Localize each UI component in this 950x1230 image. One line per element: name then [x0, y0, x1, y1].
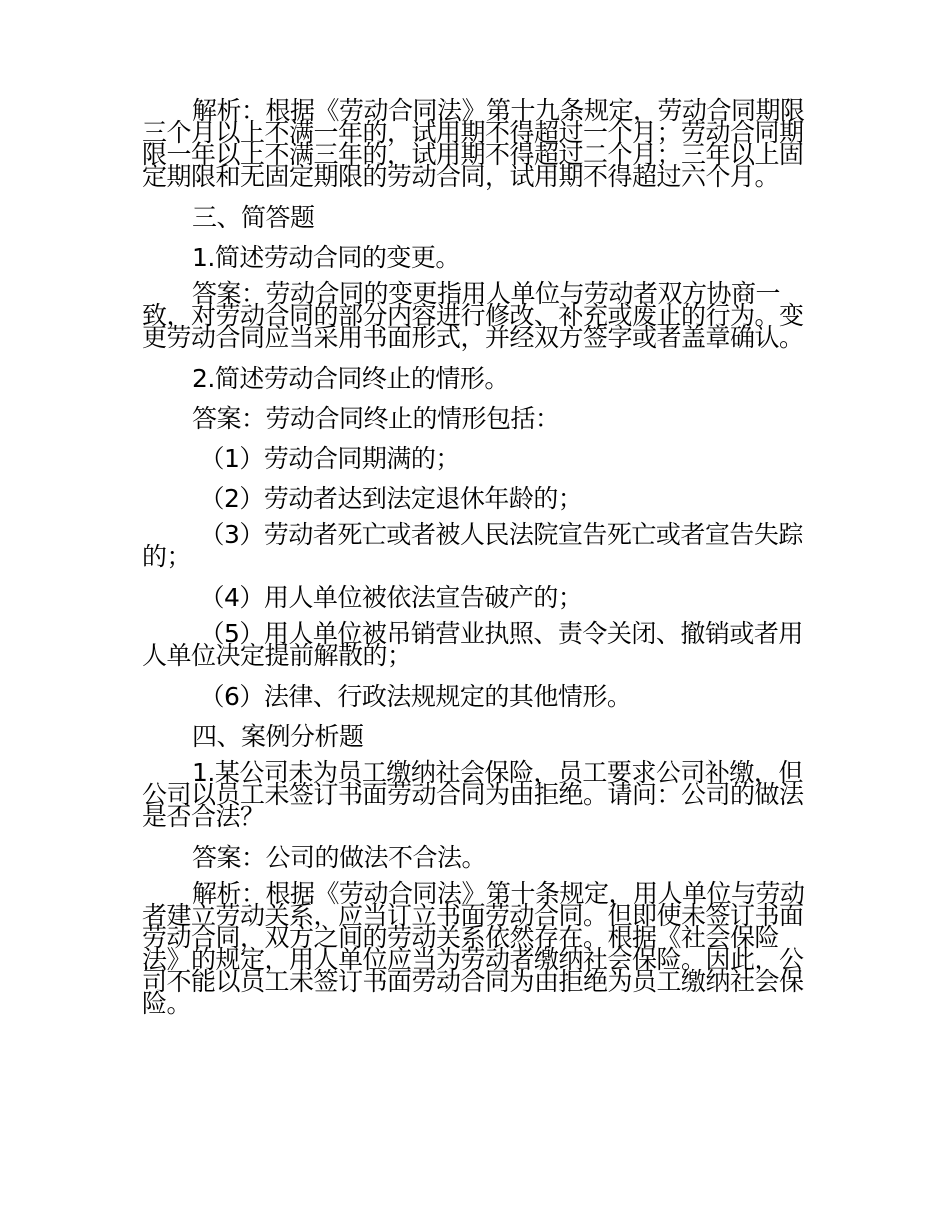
- termination-item-5: （5）用人单位被吊销营业执照、责令关闭、撤销或者用人单位决定提前解散的；: [142, 619, 803, 670]
- termination-item-1: （1）劳动合同期满的；: [199, 444, 460, 473]
- case-answer-1: 答案：公司的做法不合法。: [192, 843, 487, 872]
- case-analysis-1: 解析：根据《劳动合同法》第十条规定，用人单位与劳动者建立劳动关系，应当订立书面劳动合同。但即使未签订书面劳动合同，双方之间的劳动关系依然存在。根据《社会保险法》的规定，用人单位应当为劳动者缴纳社会保险。因此，公司不能以员工未签订书面劳动合同为由拒绝为员工缴纳社会保险。: [142, 879, 805, 1018]
- termination-item-2: （2）劳动者达到法定退休年龄的；: [199, 484, 583, 513]
- case-question-1: 1.某公司未为员工缴纳社会保险，员工要求公司补缴，但公司以员工未签订书面劳动合同为由拒绝。请问：公司的做法是否合法？: [142, 758, 804, 831]
- answer-contract-change: 答案：劳动合同的变更指用人单位与劳动者双方协商一致，对劳动合同的部分内容进行修改、补充或废止的行为。变更劳动合同应当采用书面形式，并经双方签字或者盖章确认。: [142, 279, 804, 352]
- section-heading-case-analysis: 四、案例分析题: [192, 722, 364, 751]
- answer-termination-intro: 答案：劳动合同终止的情形包括：: [192, 404, 560, 433]
- question-2-contract-termination: 2.简述劳动合同终止的情形。: [192, 364, 509, 393]
- termination-item-4: （4）用人单位被依法宣告破产的；: [199, 583, 583, 612]
- analysis-paragraph-probation: 解析：根据《劳动合同法》第十九条规定，劳动合同期限三个月以上不满一年的，试用期不得超过一个月；劳动合同期限一年以上不满三年的，试用期不得超过二个月；三年以上固定期限和无固定期限的劳动合同，试用期不得超过六个月。: [142, 96, 805, 191]
- section-heading-short-answer: 三、简答题: [192, 203, 315, 232]
- question-1-contract-change: 1.简述劳动合同的变更。: [192, 243, 460, 272]
- document-body: [142, 96, 810, 1030]
- termination-item-3: （3）劳动者死亡或者被人民法院宣告死亡或者宣告失踪的；: [142, 520, 803, 571]
- termination-item-6: （6）法律、行政法规规定的其他情形。: [199, 682, 632, 711]
